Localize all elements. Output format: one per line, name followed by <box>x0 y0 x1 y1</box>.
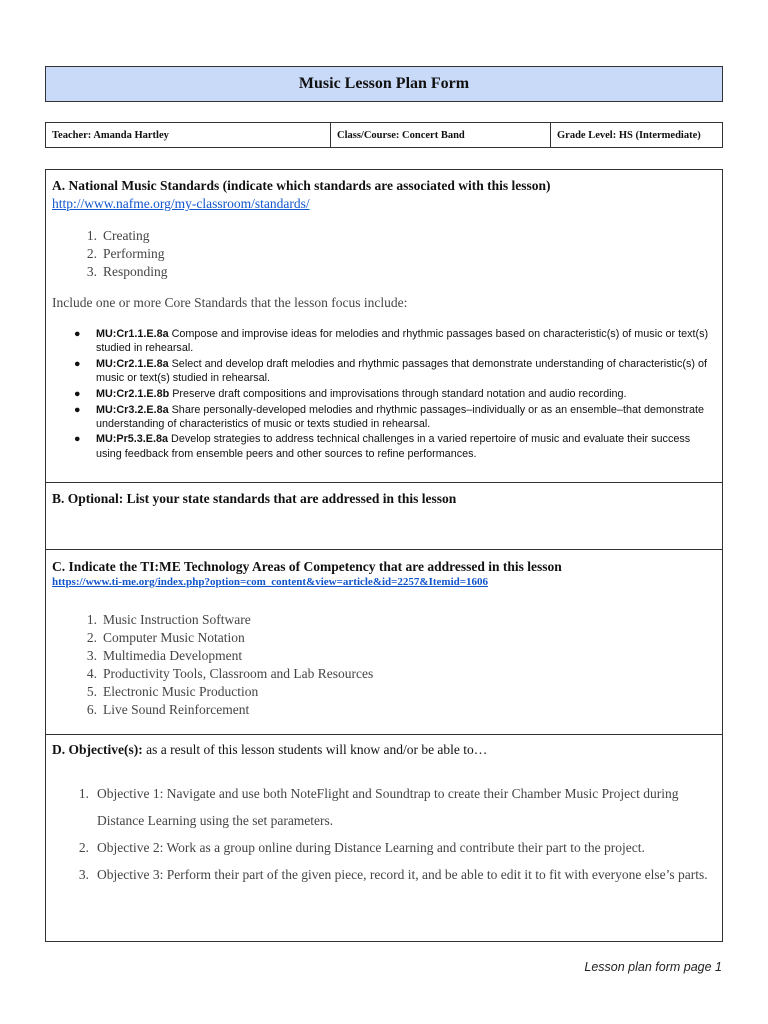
core-standards-instruction: Include one or more Core Standards that the lesson focus include: <box>52 295 408 310</box>
section-b-heading: B. Optional: List your state standards that are addressed in this lesson <box>52 491 457 506</box>
section-c-heading: C. Indicate the TI:ME Technology Areas of Competency that are addressed in this lesson <box>52 559 562 574</box>
objective-item: 2. Objective 2: Work as a group online during Distance Learning and contribute their part to the project. <box>78 840 645 855</box>
objectives-list <box>72 780 712 888</box>
section-national-standards <box>45 169 723 483</box>
objective-item: 3. Objective 3: Perform their part of the given piece, record it, and be able to edit it to fit with everyone else’s parts. <box>78 867 708 882</box>
section-d-heading: D. Objective(s): as a result of this lesson students will know and/or be able to… <box>52 742 488 757</box>
list-item: 2. Computer Music Notation <box>86 630 245 645</box>
artistic-processes-list <box>76 227 168 281</box>
grade-level-cell: Grade Level: HS (Intermediate) <box>550 123 722 147</box>
list-item: 5. Electronic Music Production <box>86 684 259 699</box>
section-a-heading: A. National Music Standards (indicate which standards are associated with this lesson) <box>52 178 551 193</box>
section-state-standards <box>45 482 723 550</box>
form-title: Music Lesson Plan Form <box>45 66 723 102</box>
list-item: 3. Multimedia Development <box>86 648 243 663</box>
section-objectives <box>45 734 723 942</box>
standard-item: ● MU:Cr3.2.E.8a Share personally-developed melodies and rhythmic passages–individually or as an ensemble–that demonstrate understanding of characteristics of music or texts studied in rehearsal. <box>74 403 704 430</box>
time-competency-link[interactable]: https://www.ti-me.org/index.php?option=com_content&view=article&id=2257&Itemid=1606 <box>52 576 489 588</box>
section-time-technology <box>45 549 723 735</box>
teacher-cell: Teacher: Amanda Hartley <box>52 129 169 141</box>
technology-areas-list <box>76 611 373 719</box>
list-item: 6. Live Sound Reinforcement <box>86 702 250 717</box>
list-item: 1. Music Instruction Software <box>86 612 251 627</box>
standard-item: ● MU:Cr2.1.E.8a Select and develop draft melodies and rhythmic passages that demonstrate understanding of characteristic(s) of music or text(s) studied in rehearsal. <box>74 357 707 385</box>
info-row <box>45 122 723 148</box>
list-item: 2. Performing <box>86 246 165 261</box>
core-standards-list <box>74 327 714 462</box>
list-item: 3. Responding <box>86 264 168 279</box>
standard-item: ● MU:Cr2.1.E.8b Preserve draft compositions and improvisations through standard notation and audio recording. <box>74 387 627 400</box>
objective-item: 1. Objective 1: Navigate and use both NoteFlight and Soundtrap to create their Chamber Music Project during Distance Learning using the set parameters. <box>78 786 679 828</box>
page-footer: Lesson plan form page 1 <box>584 960 722 974</box>
standard-item: ● MU:Pr5.3.E.8a Develop strategies to address technical challenges in a varied repertoire of music and evaluate their success using feedback from ensemble peers and other sources to refine performances. <box>74 433 691 460</box>
list-item: 4. Productivity Tools, Classroom and Lab Resources <box>86 666 374 681</box>
list-item: 1. Creating <box>86 228 150 243</box>
nafme-standards-link[interactable]: http://www.nafme.org/my-classroom/standards/ <box>52 196 310 211</box>
class-course-cell: Class/Course: Concert Band <box>330 123 550 147</box>
standard-item: ● MU:Cr1.1.E.8a Compose and improvise ideas for melodies and rhythmic passages based on characteristic(s) of music or text(s) studied in rehearsal. <box>74 328 709 355</box>
